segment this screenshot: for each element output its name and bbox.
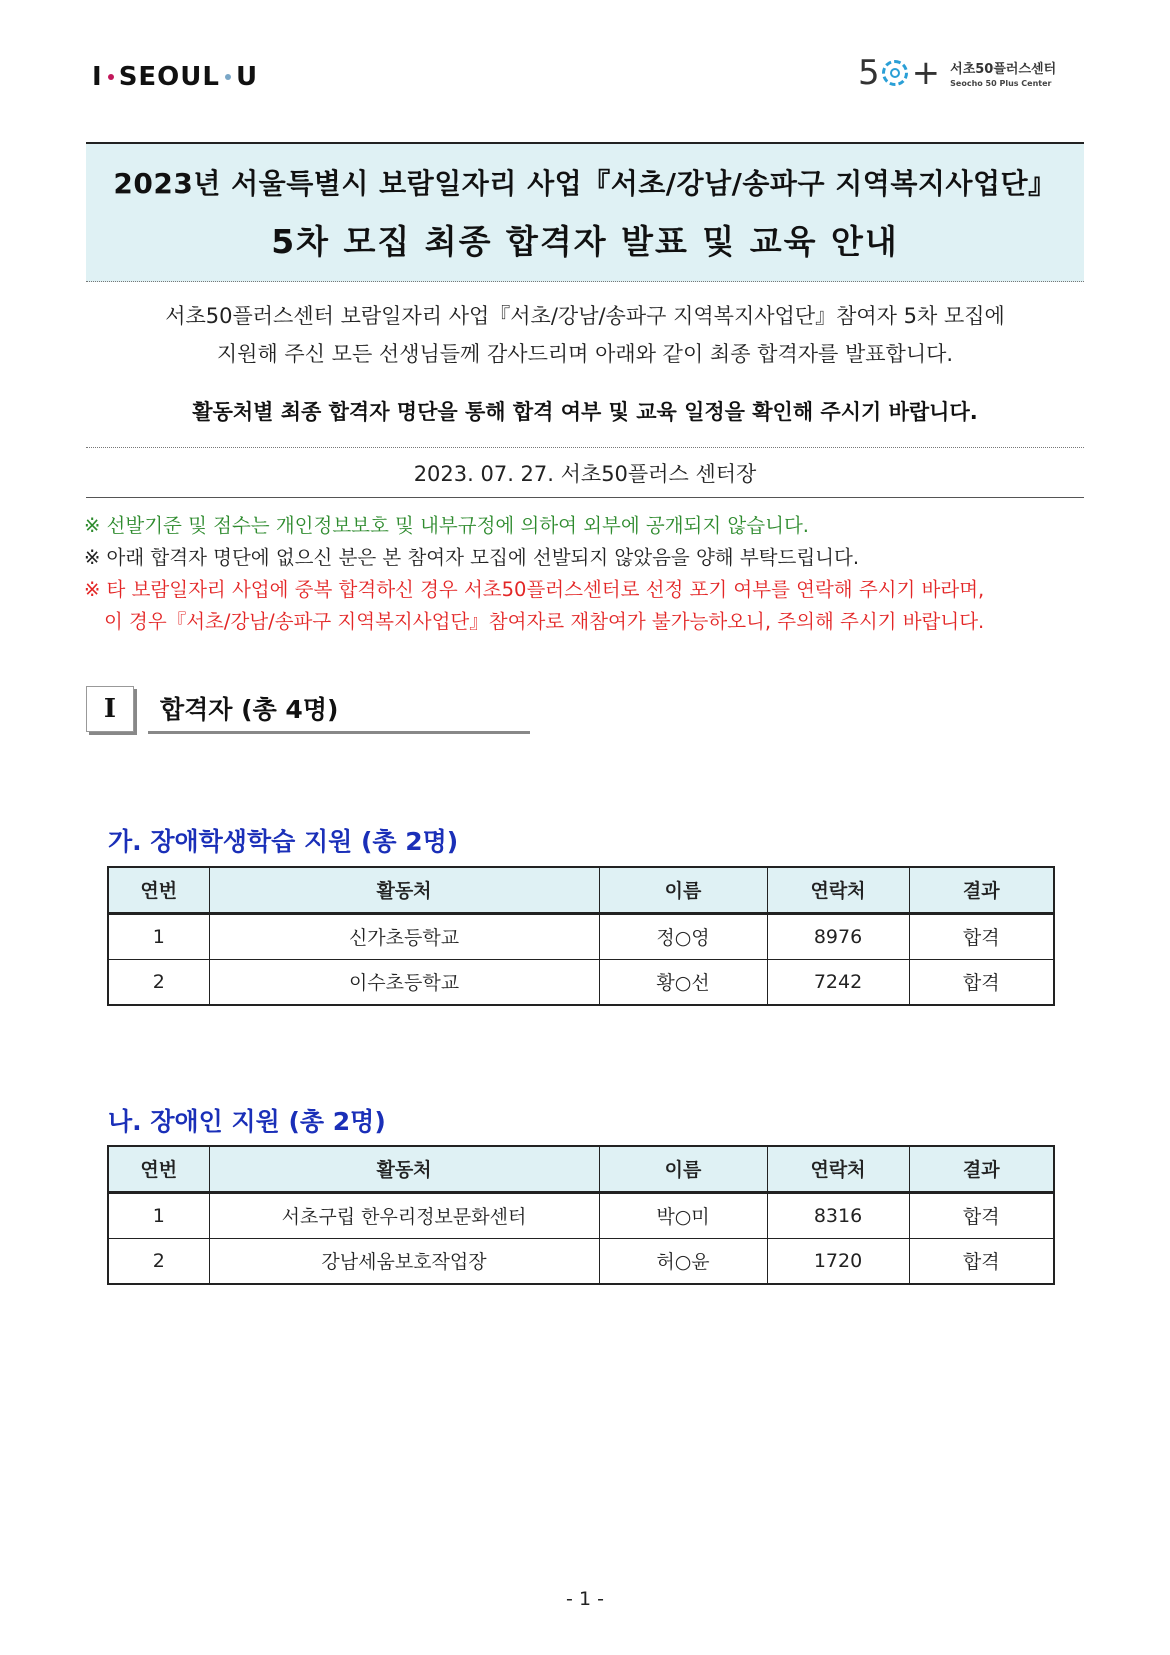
cell-result: 합격	[909, 1192, 1054, 1238]
cell-contact: 8976	[767, 913, 909, 959]
table-header-row	[108, 1146, 1054, 1192]
section-number-box: I	[86, 686, 134, 732]
logo-part-u: U	[235, 62, 259, 92]
title-box	[86, 142, 1084, 282]
intro-line-2: 지원해 주신 모든 선생님들께 감사드리며 아래와 같이 최종 합격자를 발표합니다.	[216, 342, 954, 366]
cell-name: 박○미	[599, 1192, 767, 1238]
group-title-student-support: 가. 장애학생학습 지원 (총 2명)	[108, 827, 459, 856]
cell-no: 2	[108, 959, 209, 1005]
cell-result: 합격	[909, 959, 1054, 1005]
solid-divider	[86, 497, 1084, 498]
notice-4: 이 경우『서초/강남/송파구 지역복지사업단』참여자로 재참여가 불가능하오니, 주의해 주시기 바랍니다.	[104, 610, 985, 633]
logo-english-name: Seocho 50 Plus Center	[950, 79, 1052, 88]
seocho-50-plus-logo	[858, 53, 1057, 93]
title-line-1: 2023년 서울특별시 보람일자리 사업『서초/강남/송파구 지역복지사업단』	[113, 167, 1057, 200]
logo-part-i: I	[92, 62, 103, 92]
cell-name: 정○영	[599, 913, 767, 959]
cell-place: 이수초등학교	[209, 959, 599, 1005]
col-header-contact: 연락처	[767, 1146, 909, 1192]
title-line-2: 5차 모집 최종 합격자 발표 및 교육 안내	[271, 222, 899, 261]
i-seoul-u-logo	[92, 62, 258, 92]
col-header-result: 결과	[909, 1146, 1054, 1192]
cell-contact: 7242	[767, 959, 909, 1005]
logo-dot-blue	[225, 74, 231, 80]
group-title-disability-support: 나. 장애인 지원 (총 2명)	[108, 1107, 386, 1136]
page-number: - 1 -	[566, 1588, 604, 1610]
table-row	[108, 913, 1054, 959]
date-signature: 2023. 07. 27. 서초50플러스 센터장	[413, 462, 757, 486]
notice-1: ※ 선발기준 및 점수는 개인정보보호 및 내부규정에 의하여 외부에 공개되지 않습니다.	[84, 514, 809, 537]
cell-contact: 8316	[767, 1192, 909, 1238]
cell-name: 허○윤	[599, 1238, 767, 1284]
section-underline	[148, 731, 530, 734]
table-row	[108, 1192, 1054, 1238]
table-header-row	[108, 867, 1054, 913]
bold-note: 활동처별 최종 합격자 명단을 통해 합격 여부 및 교육 일정을 확인해 주시기 바랍니다.	[192, 400, 978, 424]
cell-result: 합격	[909, 1238, 1054, 1284]
cell-no: 1	[108, 913, 209, 959]
dotted-divider	[86, 447, 1084, 448]
cell-place: 서초구립 한우리정보문화센터	[209, 1192, 599, 1238]
col-header-place: 활동처	[209, 1146, 599, 1192]
cell-place: 신가초등학교	[209, 913, 599, 959]
logo-dot-red	[108, 74, 114, 80]
col-header-result: 결과	[909, 867, 1054, 913]
col-header-place: 활동처	[209, 867, 599, 913]
logo-names	[950, 58, 1056, 88]
cell-place: 강남세움보호작업장	[209, 1238, 599, 1284]
notice-2: ※ 아래 합격자 명단에 없으신 분은 본 참여자 모집에 선발되지 않았음을 양해 부탁드립니다.	[84, 546, 860, 569]
table-row	[108, 959, 1054, 1005]
col-header-name: 이름	[599, 1146, 767, 1192]
notice-3: ※ 타 보람일자리 사업에 중복 합격하신 경우 서초50플러스센터로 선정 포기 여부를 연락해 주시기 바라며,	[84, 578, 985, 601]
col-header-name: 이름	[599, 867, 767, 913]
cell-no: 1	[108, 1192, 209, 1238]
col-header-no: 연번	[108, 1146, 209, 1192]
intro-line-1: 서초50플러스센터 보람일자리 사업『서초/강남/송파구 지역복지사업단』참여자 5차 모집에	[165, 304, 1005, 328]
cell-no: 2	[108, 1238, 209, 1284]
results-table-disability-support	[107, 1145, 1055, 1285]
table-row	[108, 1238, 1054, 1284]
logo-part-seoul: SEOUL	[118, 62, 220, 92]
logo-korean-name: 서초50플러스센터	[950, 62, 1057, 77]
cell-name: 황○선	[599, 959, 767, 1005]
col-header-no: 연번	[108, 867, 209, 913]
ring-icon	[882, 60, 908, 86]
logo-number: 5	[858, 53, 880, 93]
section-title: 합격자 (총 4명)	[160, 695, 339, 724]
cell-contact: 1720	[767, 1238, 909, 1284]
plus-icon: +	[911, 53, 941, 93]
col-header-contact: 연락처	[767, 867, 909, 913]
results-table-student-support	[107, 866, 1055, 1006]
cell-result: 합격	[909, 913, 1054, 959]
